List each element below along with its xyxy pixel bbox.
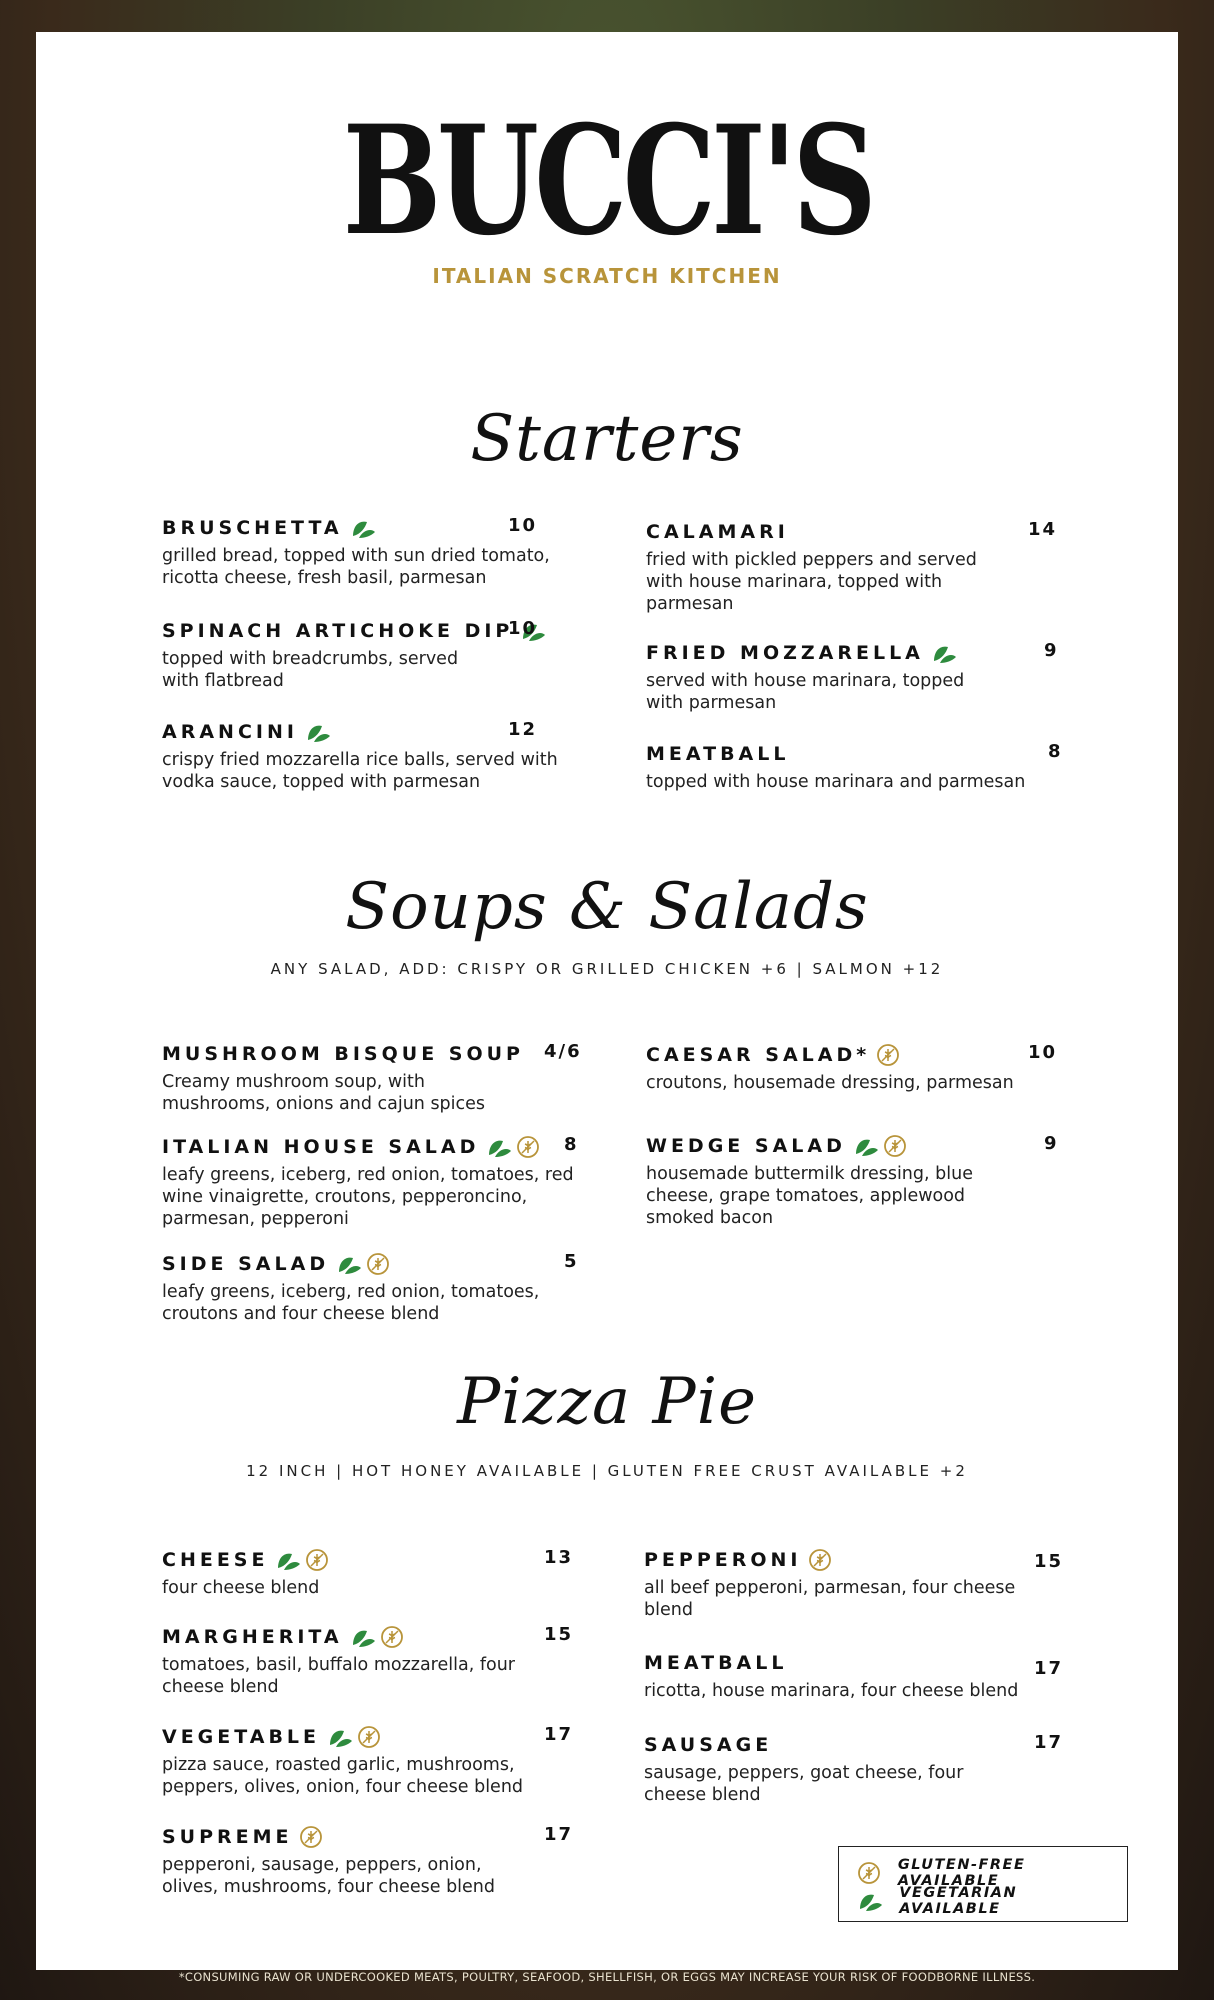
gluten-free-icon: [876, 1043, 900, 1067]
item-description: all beef pepperoni, parmesan, four cheese blend: [644, 1578, 1016, 1620]
item-price: 5: [564, 1251, 579, 1272]
item-description: crispy fried mozzarella rice balls, served with vodka sauce, topped with parmesan: [162, 750, 558, 792]
item-price: 17: [544, 1724, 574, 1745]
gluten-free-icon: [366, 1252, 390, 1276]
section-title-pizza: Pizza Pie: [457, 1365, 757, 1439]
foodborne-disclaimer: *CONSUMING RAW OR UNDERCOOKED MEATS, POULTRY, SEAFOOD, SHELLFISH, OR EGGS MAY INCREASE YOUR RISK OF FOODBORNE ILLNESS.: [178, 1970, 1036, 1984]
vegetarian-icon: [485, 1135, 513, 1159]
item-description: housemade buttermilk dressing, blue cheese, grape tomatoes, applewood smoked bacon: [646, 1164, 973, 1228]
item-description: fried with pickled peppers and served with house marinara, topped with parmesan: [646, 550, 977, 614]
legend-gluten-free-label: GLUTEN-FREE AVAILABLE: [897, 1857, 1026, 1889]
item-price: 4/6: [544, 1041, 582, 1062]
logo-wordmark: BUCCI'S: [342, 93, 872, 269]
vegetarian-icon: [274, 1548, 302, 1572]
item-name: MUSHROOM BISQUE SOUP: [162, 1043, 524, 1065]
item-description: leafy greens, iceberg, red onion, tomatoes, croutons and four cheese blend: [162, 1282, 540, 1324]
menu-item: [162, 1547, 582, 1599]
item-price: 15: [1034, 1551, 1064, 1572]
item-name: SAUSAGE: [644, 1734, 773, 1756]
menu-item: [646, 1133, 1066, 1229]
item-description: four cheese blend: [162, 1578, 320, 1598]
logo-tagline: ITALIAN SCRATCH KITCHEN: [432, 264, 782, 288]
vegetarian-icon: [852, 1134, 880, 1158]
logo: [36, 93, 1178, 288]
vegetarian-icon: [349, 516, 377, 540]
item-name: MEATBALL: [644, 1652, 788, 1674]
item-price: 14: [1028, 519, 1058, 540]
item-price: 10: [1028, 1042, 1058, 1063]
item-price: 17: [544, 1824, 574, 1845]
item-name: SUPREME: [162, 1826, 293, 1848]
item-price: 17: [1034, 1732, 1064, 1753]
menu-item: [162, 1251, 582, 1325]
menu-item: [162, 719, 582, 793]
item-price: 13: [544, 1547, 574, 1568]
item-description: croutons, housemade dressing, parmesan: [646, 1073, 1014, 1093]
gluten-free-icon: [516, 1135, 540, 1159]
menu-item: [162, 1824, 582, 1898]
item-price: 8: [1048, 741, 1063, 762]
vegetarian-icon: [851, 1889, 889, 1913]
menu-item: [162, 1134, 582, 1230]
gluten-free-icon: [883, 1134, 907, 1158]
menu-item: [644, 1547, 1064, 1621]
item-name: FRIED MOZZARELLA: [646, 642, 924, 664]
item-name: MARGHERITA: [162, 1626, 343, 1648]
item-name: VEGETABLE: [162, 1726, 321, 1748]
item-price: 15: [544, 1624, 574, 1645]
item-name: BRUSCHETTA: [162, 517, 343, 539]
item-description: ricotta, house marinara, four cheese blend: [644, 1681, 1019, 1701]
gluten-free-icon: [851, 1861, 888, 1885]
item-name: WEDGE SALAD: [646, 1135, 846, 1157]
item-description: pepperoni, sausage, peppers, onion, olives, mushrooms, four cheese blend: [162, 1855, 496, 1897]
menu-item: [646, 1042, 1066, 1094]
vegetarian-icon: [304, 720, 332, 744]
gluten-free-icon: [357, 1725, 381, 1749]
item-price: 10: [508, 515, 538, 536]
vegetarian-icon: [930, 641, 958, 665]
menu-item: [162, 515, 582, 589]
item-description: leafy greens, iceberg, red onion, tomatoes, red wine vinaigrette, croutons, pepperoncino, parmesan, pepperoni: [162, 1165, 574, 1229]
item-description: grilled bread, topped with sun dried tomato, ricotta cheese, fresh basil, parmesan: [162, 546, 550, 588]
menu-item: [646, 741, 1066, 793]
item-name: SIDE SALAD: [162, 1253, 330, 1275]
item-price: 10: [508, 618, 538, 639]
item-name: PEPPERONI: [644, 1549, 802, 1571]
item-description: pizza sauce, roasted garlic, mushrooms, peppers, olives, onion, four cheese blend: [162, 1755, 524, 1797]
legend-vegetarian-label: VEGETARIAN AVAILABLE: [899, 1885, 1018, 1917]
item-description: topped with breadcrumbs, served with flatbread: [162, 649, 459, 691]
menu-item: [162, 1041, 582, 1115]
item-price: 8: [564, 1134, 579, 1155]
gluten-free-icon: [380, 1625, 404, 1649]
item-name: MEATBALL: [646, 743, 790, 765]
item-description: sausage, peppers, goat cheese, four cheese blend: [644, 1763, 964, 1805]
vegetarian-icon: [349, 1625, 377, 1649]
item-name: CALAMARI: [646, 521, 789, 543]
dietary-legend: [838, 1846, 1128, 1922]
item-price: 12: [508, 719, 538, 740]
gluten-free-icon: [299, 1825, 323, 1849]
menu-item: [162, 618, 582, 692]
item-price: 17: [1034, 1658, 1064, 1679]
section-subtitle-soups-salads: ANY SALAD, ADD: CRISPY OR GRILLED CHICKEN +6 | SALMON +12: [270, 960, 944, 978]
gluten-free-icon: [305, 1548, 329, 1572]
section-title-soups-salads: Soups & Salads: [345, 870, 869, 944]
menu-item: [162, 1624, 582, 1698]
item-price: 9: [1044, 640, 1059, 661]
vegetarian-icon: [326, 1725, 354, 1749]
item-name: CAESAR SALAD*: [646, 1044, 871, 1066]
item-description: served with house marinara, topped with parmesan: [646, 671, 965, 713]
item-price: 9: [1044, 1133, 1059, 1154]
item-description: tomatoes, basil, buffalo mozzarella, four cheese blend: [162, 1655, 515, 1697]
menu-page: [36, 32, 1178, 1970]
item-name: CHEESE: [162, 1549, 269, 1571]
menu-item: [644, 1732, 1064, 1806]
item-name: ITALIAN HOUSE SALAD: [162, 1136, 480, 1158]
item-name: SPINACH ARTICHOKE DIP: [162, 620, 514, 642]
vegetarian-icon: [335, 1252, 363, 1276]
section-subtitle-pizza: 12 INCH | HOT HONEY AVAILABLE | GLUTEN FREE CRUST AVAILABLE +2: [246, 1462, 968, 1480]
menu-item: [646, 640, 1066, 714]
item-description: Creamy mushroom soup, with mushrooms, onions and cajun spices: [162, 1072, 486, 1114]
menu-item: [162, 1724, 582, 1798]
gluten-free-icon: [808, 1548, 832, 1572]
item-description: topped with house marinara and parmesan: [646, 772, 1026, 792]
item-name: ARANCINI: [162, 721, 298, 743]
menu-item: [646, 519, 1066, 615]
menu-item: [644, 1650, 1064, 1702]
section-title-starters: Starters: [470, 402, 744, 476]
